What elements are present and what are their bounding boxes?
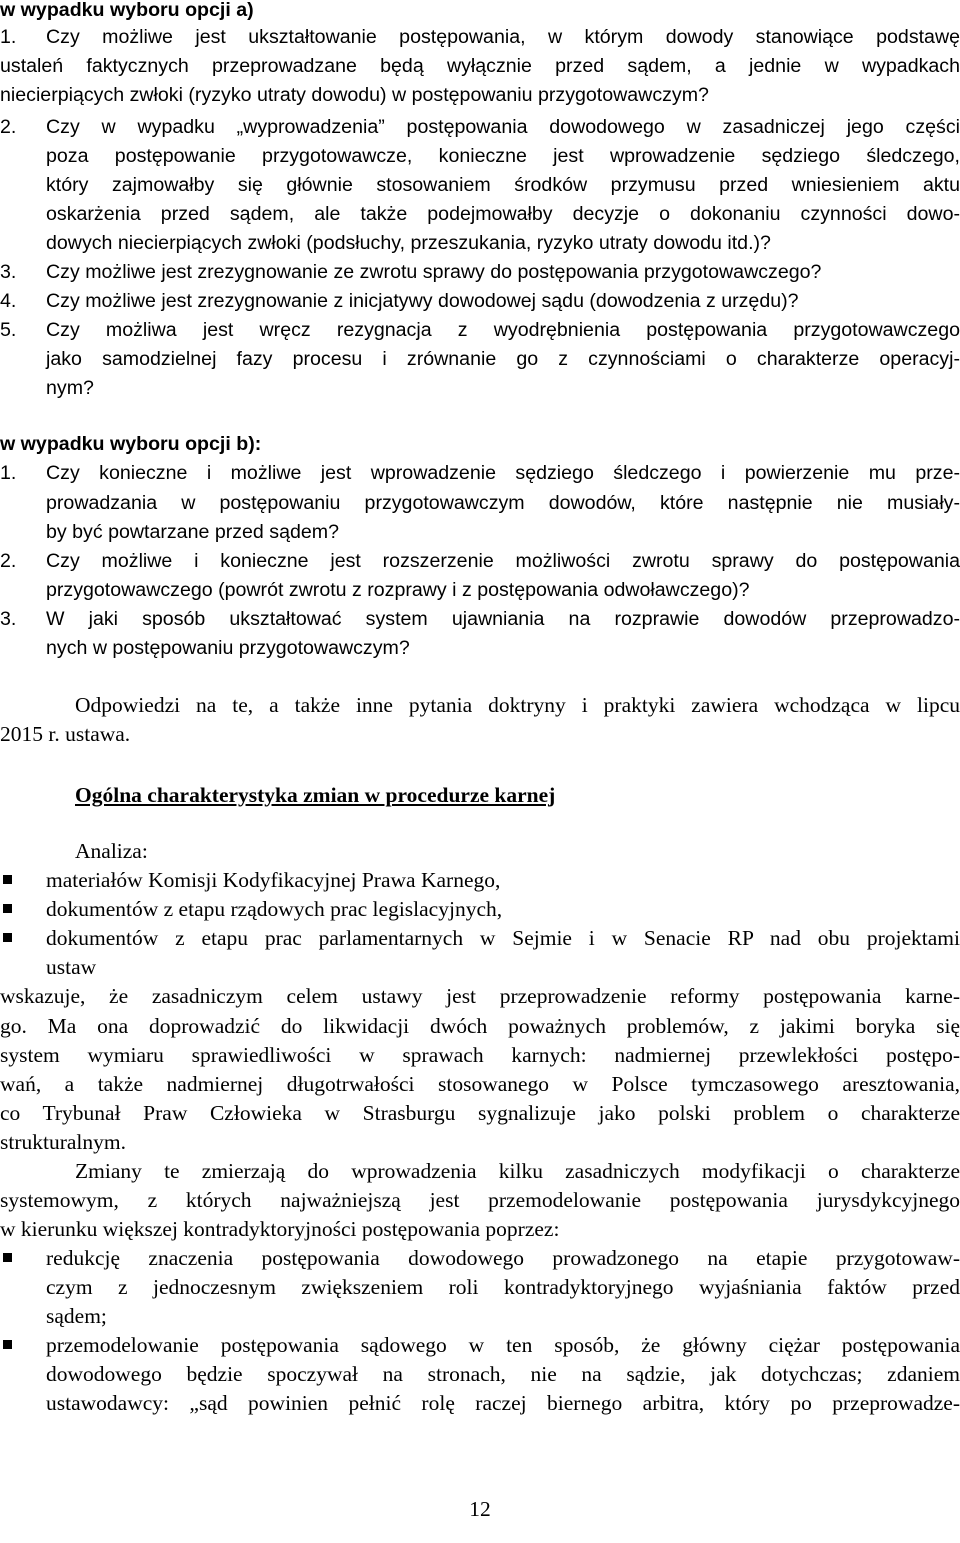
list-item-line: dokumentów z etapu prac parlamentarnych w Sejmie i w Senacie RP nad obu projektami xyxy=(46,926,960,950)
item-number: 4. xyxy=(0,290,17,312)
item-line: Czy możliwe jest ukształtowanie postępowania, w którym dowody stanowiące podstawę xyxy=(46,26,960,48)
list-item-line: materiałów Komisji Kodyfikacyjnej Prawa Karnego, xyxy=(46,868,501,892)
item-line: Czy możliwa jest wręcz rezygnacja z wyodrębnienia postępowania przygotowawczego xyxy=(46,319,960,341)
list-item-line: ustaw xyxy=(46,955,97,979)
item-line: by być powtarzane przed sądem? xyxy=(46,521,339,543)
paragraph-line: wań, a także nadmiernej długotrwałości stosowanego w Polsce tymczasowego aresztowania, xyxy=(0,1072,960,1096)
item-line: niecierpiących zwłoki (ryzyko utraty dowodu) w postępowaniu przygotowawczym? xyxy=(0,84,709,106)
paragraph-line: system wymiaru sprawiedliwości w sprawach karnych: nadmiernej przewlekłości postępo- xyxy=(0,1043,960,1067)
section-title: Ogólna charakterystyka zmian w procedurze karnej xyxy=(75,783,556,807)
paragraph-line: go. Ma ona doprowadzić do likwidacji dwóch poważnych problemów, z jakimi boryka się xyxy=(0,1014,960,1038)
item-line: który zajmowałby się głównie stosowaniem środków przymusu przed wniesieniem aktu xyxy=(46,174,960,196)
paragraph-line: Odpowiedzi na te, a także inne pytania doktryny i praktyki zawiera wchodząca w lipcu xyxy=(75,693,960,717)
item-line: nym? xyxy=(46,377,94,399)
square-bullet-icon xyxy=(3,875,12,884)
list-item-line: czym z jednoczesnym zwiększeniem roli kontradyktoryjnego wyjaśniania faktów przed xyxy=(46,1275,960,1299)
square-bullet-icon xyxy=(3,1340,12,1349)
item-number: 2. xyxy=(0,116,17,138)
item-number: 3. xyxy=(0,261,17,283)
paragraph-line: strukturalnym. xyxy=(0,1130,126,1154)
paragraph-line: wskazuje, że zasadniczym celem ustawy jest przeprowadzenie reformy postępowania karne- xyxy=(0,984,960,1008)
square-bullet-icon xyxy=(3,933,12,942)
item-line: przygotowawczego (powrót zwrotu z rozprawy i z postępowania odwoławczego)? xyxy=(46,579,750,601)
paragraph-line: w kierunku większej kontradyktoryjności postępowania poprzez: xyxy=(0,1217,560,1241)
list-item-line: sądem; xyxy=(46,1304,107,1328)
item-line: dowych niecierpiących zwłoki (podsłuchy, przeszukania, ryzyko utraty dowodu itd.)? xyxy=(46,232,771,254)
list-item-line: dokumentów z etapu rządowych prac legislacyjnych, xyxy=(46,897,503,921)
page-number: 12 xyxy=(469,1497,491,1521)
item-line: ustaleń faktycznych przeprowadzane będą wyłącznie przed sądem, a jednie w wypadkach xyxy=(0,55,960,77)
item-number: 5. xyxy=(0,319,17,341)
paragraph-line: 2015 r. ustawa. xyxy=(0,722,131,746)
list-item-line: przemodelowanie postępowania sądowego w ten sposób, że główny ciężar postępowania xyxy=(46,1333,960,1357)
list-item-line: dowodowego będzie spoczywał na stronach, nie na sądzie, jak dotychczas; zdaniem xyxy=(46,1362,960,1386)
item-line: W jaki sposób ukształtować system ujawniania na rozprawie dowodów przeprowadzo- xyxy=(46,608,960,630)
item-number: 2. xyxy=(0,550,17,572)
paragraph-line: Zmiany te zmierzają do wprowadzenia kilku zasadniczych modyfikacji o charakterze xyxy=(75,1159,960,1183)
item-line: nych w postępowaniu przygotowawczym? xyxy=(46,637,410,659)
item-line: Czy możliwe jest zrezygnowanie ze zwrotu sprawy do postępowania przygotowawczego? xyxy=(46,261,822,283)
item-line: Czy w wypadku „wyprowadzenia” postępowania dowodowego w zasadniczej jego części xyxy=(46,116,960,138)
item-number: 3. xyxy=(0,608,17,630)
item-line: prowadzania w postępowaniu przygotowawczym dowodów, które następnie nie musiały- xyxy=(46,492,960,514)
square-bullet-icon xyxy=(3,1253,12,1262)
item-line: Czy możliwe i konieczne jest rozszerzenie możliwości zwrotu sprawy do postępowania xyxy=(46,550,960,572)
item-line: Czy konieczne i możliwe jest wprowadzenie sędziego śledczego i powierzenie mu prze- xyxy=(46,462,960,484)
section-b-heading: w wypadku wyboru opcji b): xyxy=(0,433,262,455)
list-item-line: ustawodawcy: „sąd powinien pełnić rolę raczej biernego arbitra, który po przeprowadze- xyxy=(46,1391,960,1415)
section-a-heading: w wypadku wyboru opcji a) xyxy=(0,0,254,21)
item-number: 1. xyxy=(0,462,17,484)
square-bullet-icon xyxy=(3,904,12,913)
item-number: 1. xyxy=(0,26,17,48)
item-line: poza postępowanie przygotowawcze, konieczne jest wprowadzenie sędziego śledczego, xyxy=(46,145,960,167)
paragraph-line: co Trybunał Praw Człowieka w Strasburgu sygnalizuje jako polski problem o charakterze xyxy=(0,1101,960,1125)
analysis-label: Analiza: xyxy=(75,839,148,863)
paragraph-line: systemowym, z których najważniejszą jest przemodelowanie postępowania jurysdykcyjnego xyxy=(0,1188,960,1212)
item-line: Czy możliwe jest zrezygnowanie z inicjatywy dowodowej sądu (dowodzenia z urzędu)? xyxy=(46,290,799,312)
list-item-line: redukcję znaczenia postępowania dowodowego prowadzonego na etapie przygotowaw- xyxy=(46,1246,960,1270)
item-line: jako samodzielnej fazy procesu i zrównanie go z czynnościami o charakterze operacyj- xyxy=(46,348,960,370)
item-line: oskarżenia przed sądem, ale także podejmowałby decyzje o dokonaniu czynności dowo- xyxy=(46,203,960,225)
